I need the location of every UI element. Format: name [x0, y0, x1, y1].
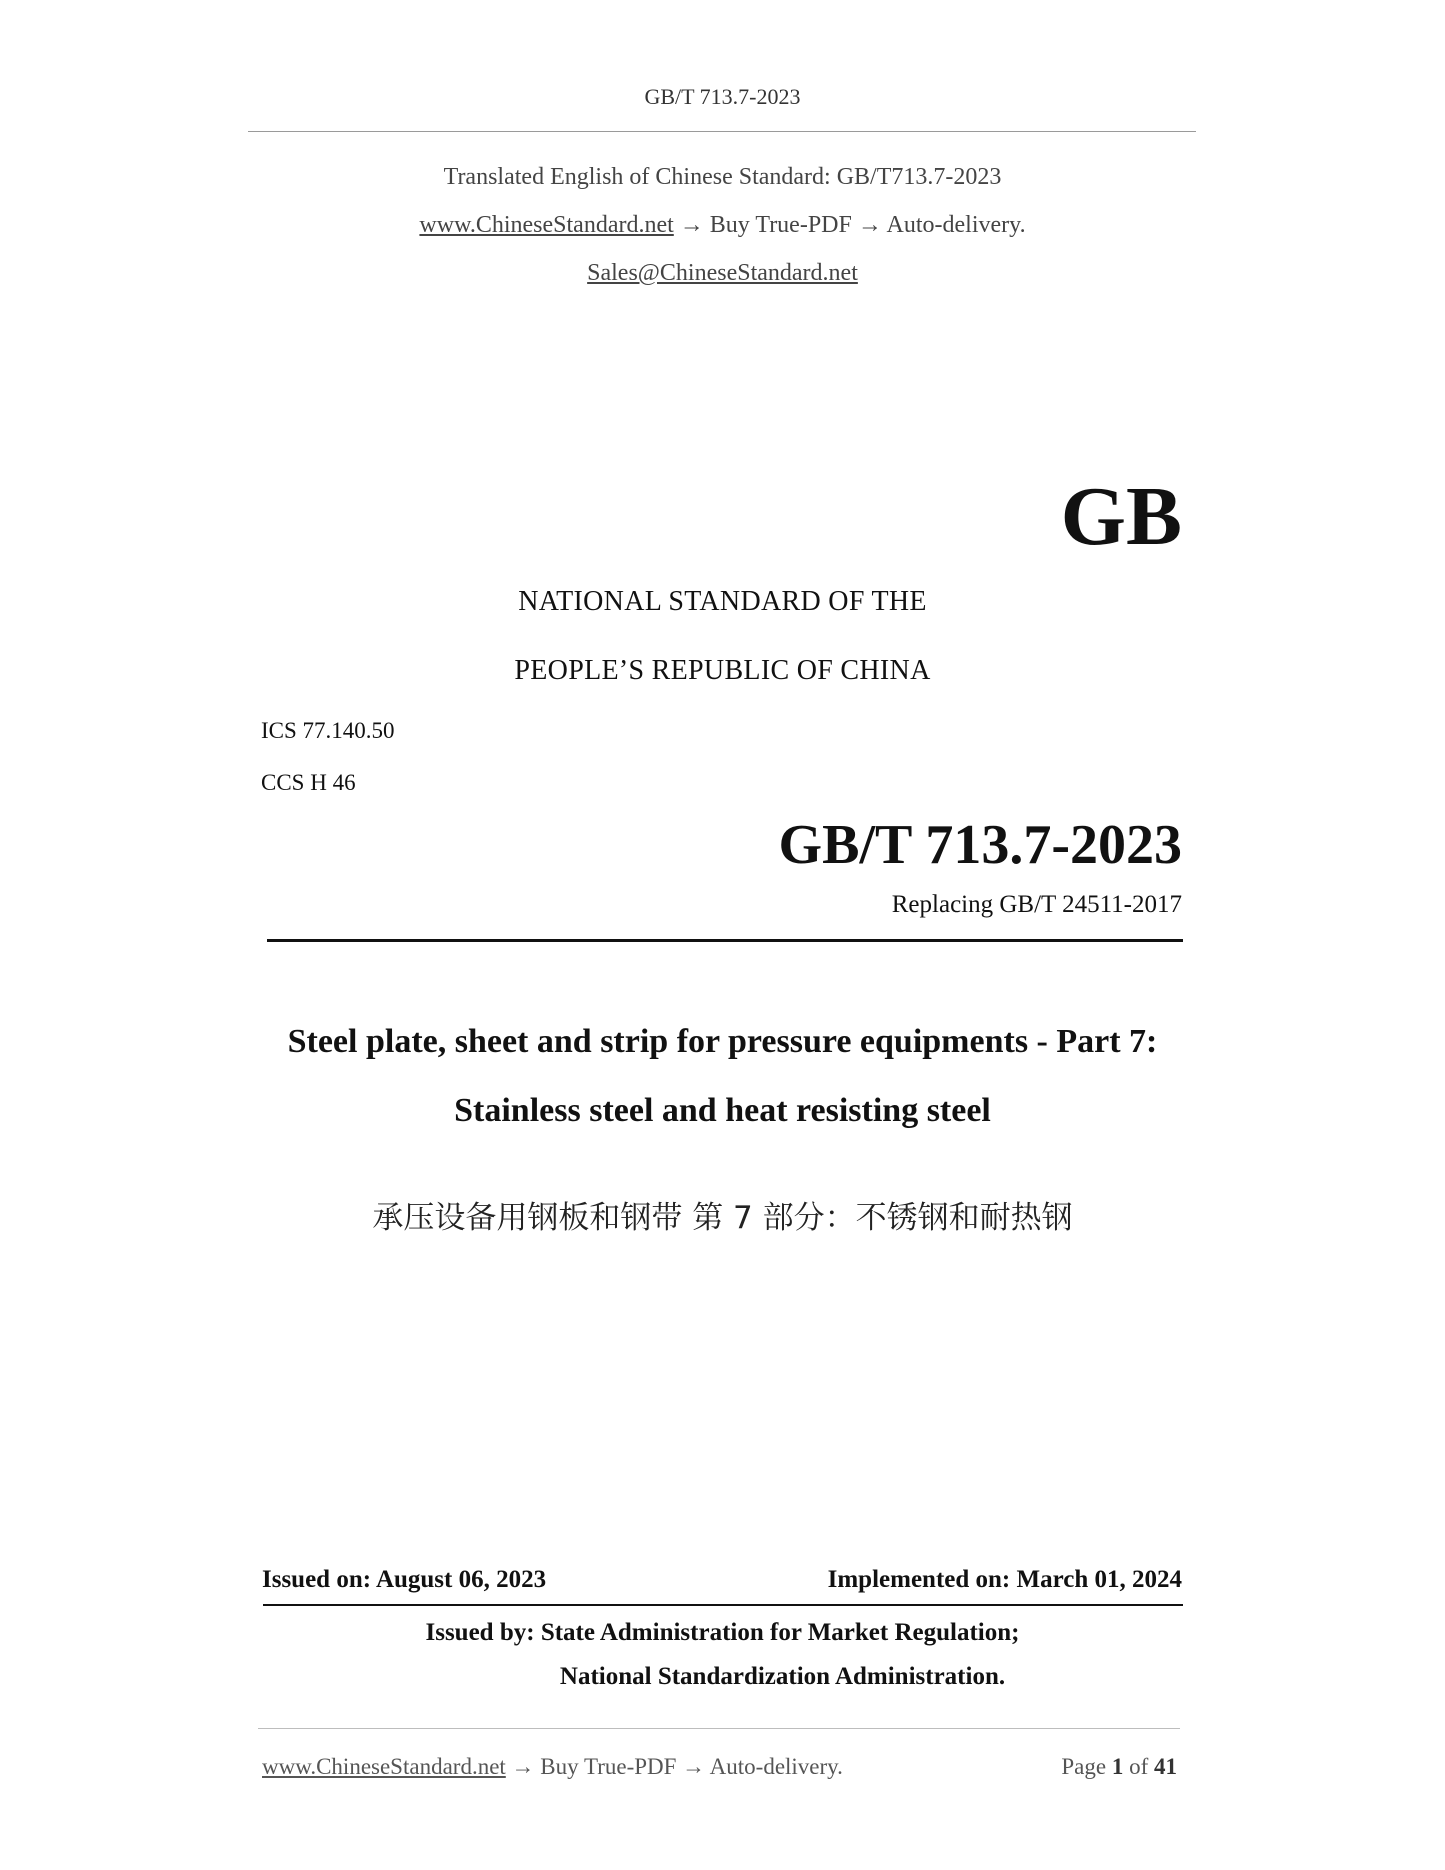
ics-code: ICS 77.140.50: [261, 718, 395, 743]
email-link[interactable]: Sales@ChineseStandard.net: [587, 260, 858, 286]
standard-number: GB/T 713.7-2023: [778, 814, 1182, 876]
footer-site-link[interactable]: www.ChineseStandard.net: [262, 1754, 506, 1779]
title-rule: [267, 939, 1183, 942]
footer-rule: [258, 1728, 1180, 1729]
page-indicator: [1061, 1754, 1177, 1780]
issued-date: Issued on: August 06, 2023: [262, 1566, 547, 1593]
replacing-note: Replacing GB/T 24511-2017: [891, 891, 1182, 918]
footer-purchase-text: → Buy True-PDF → Auto-delivery.: [505, 1754, 843, 1779]
of-label: of: [1129, 1754, 1149, 1779]
issuer-line1: Issued by: State Administration for Market Regulation;: [425, 1619, 1020, 1646]
page-label: Page: [1061, 1754, 1107, 1779]
running-header: GB/T 713.7-2023: [644, 84, 801, 109]
page-number: 1: [1111, 1754, 1124, 1779]
gb-logo: GB: [1060, 470, 1182, 563]
purchase-line: [0, 212, 1445, 239]
ccs-code: CCS H 46: [261, 770, 356, 795]
dates-rule: [263, 1604, 1183, 1606]
header-rule: [248, 131, 1196, 132]
title-line2: Stainless steel and heat resisting steel: [454, 1092, 991, 1129]
title-line1: Steel plate, sheet and strip for pressure equipments - Part 7:: [287, 1023, 1158, 1060]
page-total: 41: [1154, 1754, 1177, 1779]
email-line: [0, 260, 1445, 287]
site-link[interactable]: www.ChineseStandard.net: [419, 212, 674, 238]
translation-notice-line: Translated English of Chinese Standard: GB/T713.7-2023: [443, 164, 1002, 190]
implemented-date: Implemented on: March 01, 2024: [827, 1566, 1182, 1593]
national-standard-line1: NATIONAL STANDARD OF THE: [518, 586, 927, 617]
footer-purchase-line: [262, 1754, 843, 1780]
chinese-title: 承压设备用钢板和钢带 第 7 部分：不锈钢和耐热钢: [372, 1200, 1073, 1236]
national-standard-line2: PEOPLE’S REPUBLIC OF CHINA: [514, 655, 931, 686]
purchase-text: → Buy True-PDF → Auto-delivery.: [673, 212, 1026, 238]
issuer-line2: National Standardization Administration.: [559, 1663, 1006, 1690]
